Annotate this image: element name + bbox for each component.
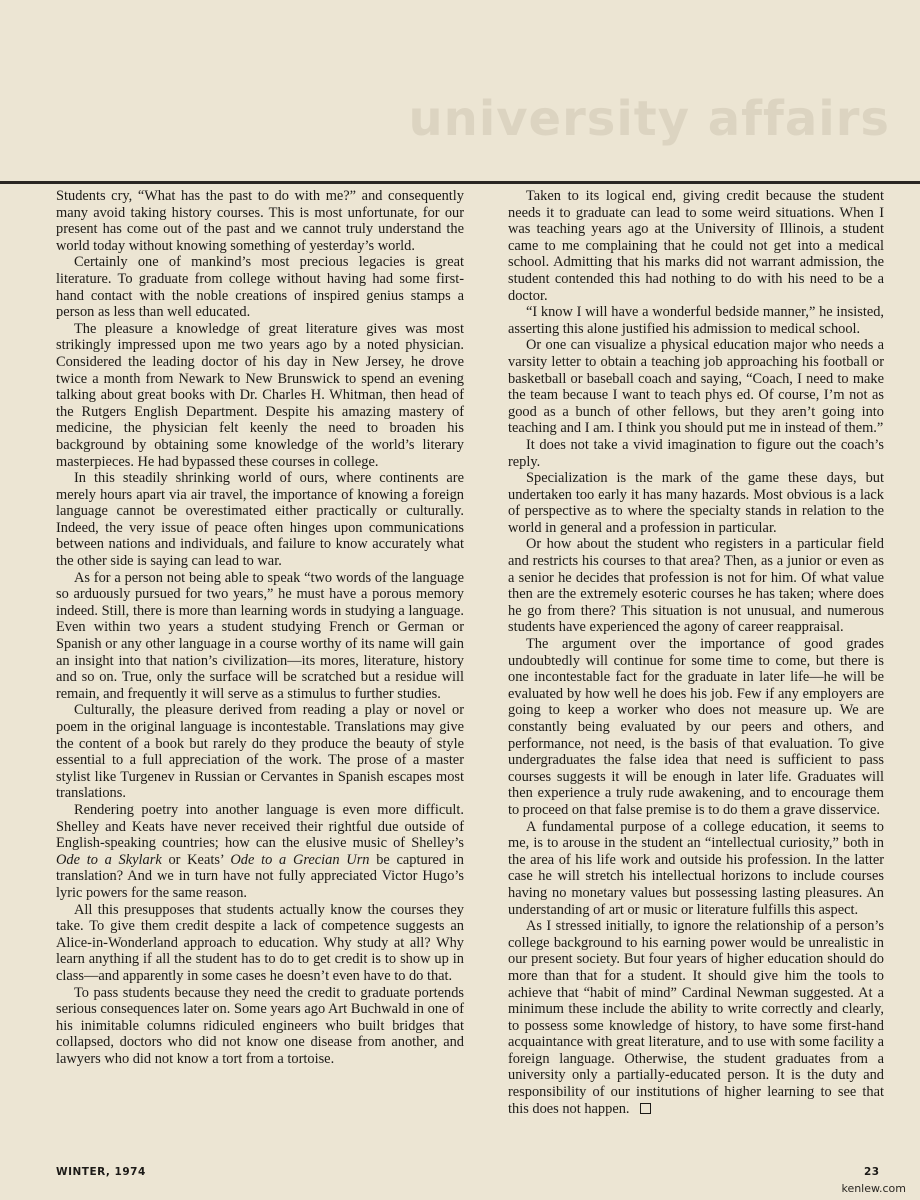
- paragraph: Taken to its logical end, giving credit because the student needs it to graduate can lead to some weird situations. When I was teaching years ago at the University of Illinois, a student came to me complaining that he could not get into a medical school. Admitting that his marks did not warrant admission, the student contended this had nothing to do with his need to be a doctor.: [508, 188, 884, 304]
- left-column: [56, 188, 464, 1067]
- page-number: 23: [864, 1166, 880, 1178]
- paragraph: Certainly one of mankind’s most precious legacies is great literature. To graduate from college without having had some first-hand contact with the noble creations of inspired genius stamps a person as less than well educated.: [56, 254, 464, 321]
- paragraph: Or one can visualize a physical education major who needs a varsity letter to obtain a teaching job approaching his football or basketball or baseball coach and saying, “Coach, I need to make the team because I want to teach phys ed. Of course, I’m not as good as a bunch of other fellows, but they aren’t going into teaching and I am. I think you should put me in instead of them.”: [508, 337, 884, 437]
- paragraph: In this steadily shrinking world of ours, where continents are merely hours apart via air travel, the importance of knowing a foreign language cannot be overestimated either practically or culturally. Indeed, the very issue of peace often hinges upon communications between nations and individuals, and failure to know accurately what the other side is saying can lead to war.: [56, 470, 464, 570]
- section-title-ghost: university affairs: [408, 91, 890, 147]
- paragraph: The argument over the importance of good grades undoubtedly will continue for some time to come, but there is one incontestable fact for the graduate in later life—he will be evaluated by how well he does his job. Few if any employers are going to keep a worker who does not measure up. We are constantly being evaluated by our peers and others, and performance, not need, is the basis of that evaluation. To give undergraduates the false idea that need is sufficient to pass courses suggests it will be enough in later life. Graduates will then experience a truly rude awakening, and to encourage them to proceed on that false premise is to do them a grave disservice.: [508, 636, 884, 818]
- paragraph: Culturally, the pleasure derived from reading a play or novel or poem in the original language is incontestable. Translations may give the content of a book but rarely do they produce the beauty of style essential to a full appreciation of the work. The prose of a master stylist like Turgenev in Russian or Cervantes in Spanish escapes most translations.: [56, 702, 464, 802]
- issue-date: WINTER, 1974: [56, 1166, 146, 1178]
- paragraph: It does not take a vivid imagination to figure out the coach’s reply.: [508, 436, 884, 470]
- text-run: or Keats’: [161, 851, 231, 868]
- text-run: Rendering poetry into another language is even more difficult. Shelley and Keats have never received their rightful due outside of English-speaking countries; how can the elusive music of Shelley’s: [56, 801, 464, 852]
- text-run: As I stressed initially, to ignore the relationship of a person’s college background to his earning power would be unrealistic in our present society. But four years of higher education should do more than that for a student. It should give him the tools to achieve that “habit of mind” Cardinal Newman suggested. At a minimum these include the ability to write correctly and clearly, to possess some knowledge of history, to have some first-hand acquaintance with great literature, and to use with some facility a foreign language. Otherwise, the student graduates from a university only a partially-educated person. It is the duty and responsibility of our institutions of higher learning to see that this does not happen.: [508, 918, 884, 1117]
- paragraph: All this presupposes that students actually know the courses they take. To give them credit despite a lack of competence suggests an Alice-in-Wonderland approach to education. Why study at all? Why learn anything if all the student has to do to get credit is to show up in class—and apparently in some cases he doesn’t even have to do that.: [56, 901, 464, 984]
- end-mark-icon: [640, 1103, 651, 1114]
- paragraph: Or how about the student who registers in a particular field and restricts his courses to that area? Then, as a junior or even as a senior he decides that profession is not for him. Of what value then are the extremely esoteric courses he has taken; where does he go from there? This situation is not unusual, and numerous students have experienced the agony of career reappraisal.: [508, 536, 884, 636]
- paragraph: As for a person not being able to speak “two words of the language so arduously pursued for two years,” he must have a porous memory indeed. Still, there is more than learning words in studying a language. Even within two years a student studying French or German or Spanish or any other language in a course worthy of its name will gain an insight into that nation’s civilization—its mores, literature, history and so on. True, only the surface will be scratched but a residue will remain, and frequently it will serve as a stimulus to further studies.: [56, 569, 464, 702]
- paragraph: “I know I will have a wonderful bedside manner,” he insisted, asserting this alone justified his admission to medical school.: [508, 304, 884, 337]
- paragraph: Students cry, “What has the past to do with me?” and consequently many avoid taking history courses. This is most unfortunate, for our present has come out of the past and we cannot truly understand the world today without knowing something of yesterday’s world.: [56, 188, 464, 254]
- header-rule: [0, 181, 920, 184]
- paragraph: The pleasure a knowledge of great literature gives was most strikingly impressed upon me two years ago by a noted physician. Considered the leading doctor of his day in New Jersey, he drove twice a month from Newark to New Brunswick to spend an evening talking about great books with Dr. Charles H. Whitman, then head of the Rutgers English Department. Despite his amazing mastery of medicine, the physician felt keenly the need to broaden his background by obtaining some knowledge of the world’s literary masterpieces. He had bypassed these courses in college.: [56, 320, 464, 470]
- paragraph: Specialization is the mark of the game these days, but undertaken too early it has many hazards. Most obvious is a lack of perspective as to where the specialty stands in relation to the world in general and a profession in particular.: [508, 470, 884, 536]
- paragraph: To pass students because they need the credit to graduate portends serious consequences later on. Some years ago Art Buchwald in one of his inimitable columns ridiculed engineers who built bridges that collapsed, doctors who did not know one disease from another, and lawyers who did not know a tort from a tortoise.: [56, 984, 464, 1067]
- right-column: [508, 188, 884, 1117]
- watermark-credit: kenlew.com: [841, 1182, 906, 1195]
- text-run: be captured in translation? And we in turn have not fully appreciated Victor Hugo’s lyric powers for the same reason.: [56, 851, 464, 901]
- poem-title: Ode to a Skylark: [56, 851, 162, 868]
- paragraph-poetry: [56, 802, 464, 902]
- poem-title: Ode to a Grecian Urn: [230, 851, 370, 868]
- paragraph-final: [508, 918, 884, 1117]
- paragraph: A fundamental purpose of a college education, it seems to me, is to arouse in the student an “intellectual curiosity,” both in the area of his life work and outside his profession. In the latter case he will stretch his intellectual horizons to include courses having no monetary values but possessing lasting pleasures. An understanding of art or music or literature fulfills this aspect.: [508, 818, 884, 918]
